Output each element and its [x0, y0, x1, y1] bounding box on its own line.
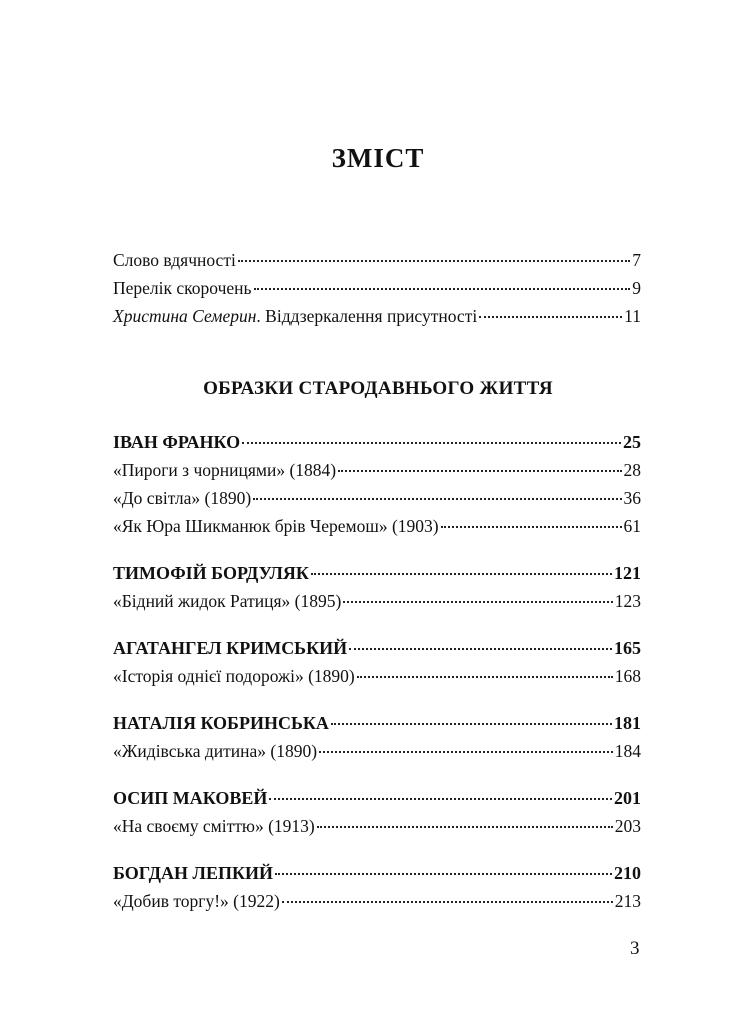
dot-leader — [269, 798, 612, 800]
toc-entry-title-text: . Віддзеркалення присутності — [256, 306, 478, 326]
work-title: «До світла» (1890) — [113, 488, 252, 508]
toc-author-entry — [113, 859, 641, 887]
author-name: ТИМОФІЙ БОРДУЛЯК — [113, 563, 309, 583]
dot-leader — [275, 873, 612, 875]
toc-entry-title — [113, 274, 252, 302]
dot-leader — [349, 648, 612, 650]
toc-author-entry — [113, 559, 641, 587]
author-page: 25 — [623, 432, 641, 452]
author-groups — [113, 428, 641, 934]
work-page: 168 — [614, 666, 641, 686]
toc-work-entry — [113, 662, 641, 690]
author-group — [113, 428, 641, 540]
author-name: ОСИП МАКОВЕЙ — [113, 788, 268, 808]
dot-leader — [253, 498, 621, 500]
author-group — [113, 559, 641, 615]
work-page: 123 — [614, 591, 641, 611]
dot-leader — [331, 723, 612, 725]
dot-leader — [479, 316, 622, 318]
dot-leader — [441, 526, 622, 528]
dot-leader — [357, 676, 613, 678]
author-page: 121 — [614, 563, 641, 583]
dot-leader — [238, 260, 630, 262]
author-group — [113, 859, 641, 915]
work-title: «Добив торгу!» (1922) — [113, 891, 280, 911]
author-group — [113, 634, 641, 690]
dot-leader — [338, 470, 621, 472]
work-title: «Як Юра Шикманюк брів Черемош» (1903) — [113, 516, 439, 536]
dot-leader — [311, 573, 612, 575]
page-number: 3 — [630, 938, 640, 959]
toc-entry-title-text: Перелік скорочень — [113, 278, 252, 298]
front-matter-list — [113, 246, 641, 330]
dot-leader — [319, 751, 613, 753]
toc-author-entry — [113, 634, 641, 662]
work-page: 203 — [614, 816, 641, 836]
dot-leader — [254, 288, 631, 290]
work-title: «Пироги з чорницями» (1884) — [113, 460, 337, 480]
toc-author-entry — [113, 784, 641, 812]
work-page: 36 — [623, 488, 641, 508]
toc-entry-title-italic: Христина Семерин — [113, 306, 257, 326]
author-page: 210 — [614, 863, 641, 883]
toc-work-entry — [113, 887, 641, 915]
toc-entry-title — [113, 246, 236, 274]
author-name: БОГДАН ЛЕПКИЙ — [113, 863, 274, 883]
toc-work-entry — [113, 812, 641, 840]
section-title: ОБРАЗКИ СТАРОДАВНЬОГО ЖИТТЯ — [203, 378, 553, 399]
toc-entry-page: 11 — [624, 306, 641, 326]
toc-work-entry — [113, 484, 641, 512]
toc-entry-title-text: Слово вдячності — [113, 250, 236, 270]
author-page: 201 — [614, 788, 641, 808]
toc-author-entry — [113, 428, 641, 456]
work-page: 28 — [623, 460, 641, 480]
toc-entry-title — [113, 302, 477, 330]
dot-leader — [317, 826, 613, 828]
work-page: 213 — [614, 891, 641, 911]
work-page: 61 — [623, 516, 641, 536]
toc-entry-page: 7 — [632, 250, 641, 270]
work-page: 184 — [614, 741, 641, 761]
toc-author-entry — [113, 709, 641, 737]
dot-leader — [343, 601, 612, 603]
author-group — [113, 784, 641, 840]
work-title: «Жидівська дитина» (1890) — [113, 741, 318, 761]
toc-work-entry — [113, 587, 641, 615]
author-page: 165 — [614, 638, 641, 658]
dot-leader — [282, 901, 613, 903]
dot-leader — [242, 442, 621, 444]
author-name: НАТАЛІЯ КОБРИНСЬКА — [113, 713, 329, 733]
author-name: ІВАН ФРАНКО — [113, 432, 241, 452]
page-title: ЗМІСТ — [331, 143, 425, 173]
author-group — [113, 709, 641, 765]
author-name: АГАТАНГЕЛ КРИМСЬКИЙ — [113, 638, 348, 658]
toc-work-entry — [113, 737, 641, 765]
work-title: «На своєму сміттю» (1913) — [113, 816, 315, 836]
toc-entry — [113, 246, 641, 274]
work-title: «Історія однієї подорожі» (1890) — [113, 666, 355, 686]
toc-entry — [113, 302, 641, 330]
work-title: «Бідний жидок Ратиця» (1895) — [113, 591, 342, 611]
toc-entry — [113, 274, 641, 302]
toc-work-entry — [113, 512, 641, 540]
toc-entry-page: 9 — [632, 278, 641, 298]
toc-work-entry — [113, 456, 641, 484]
author-page: 181 — [614, 713, 641, 733]
